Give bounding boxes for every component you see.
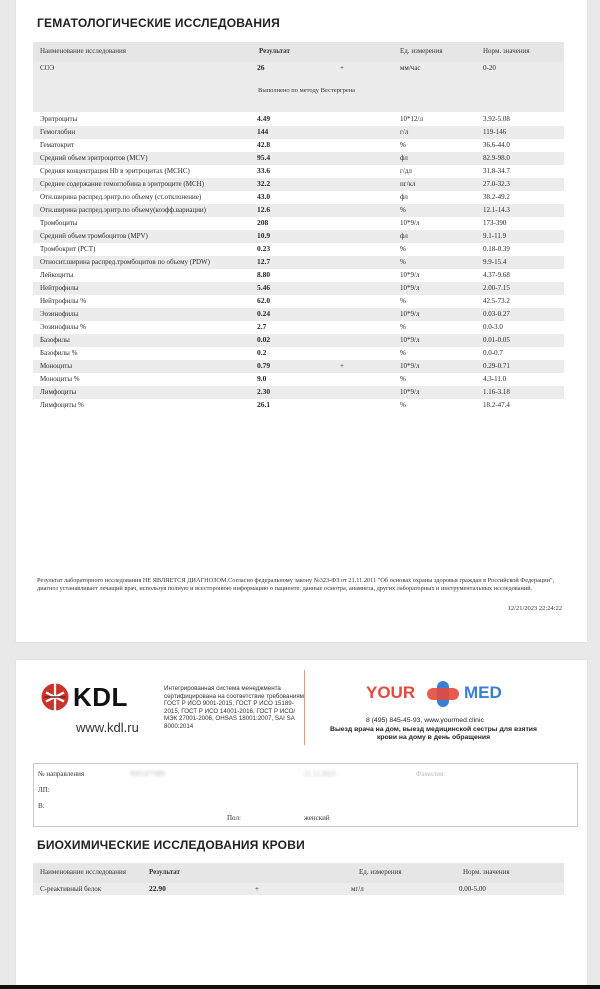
b-label: В: [38, 802, 45, 810]
row-result: 12.7 [257, 257, 271, 266]
row-result: 62.0 [257, 296, 271, 305]
row-name: Лимфоциты % [40, 401, 84, 409]
yourmed-your: YOUR [366, 683, 416, 702]
row-norm: 119-146 [483, 128, 507, 136]
kdl-url: www.kdl.ru [76, 720, 139, 735]
table-row [33, 399, 564, 412]
table-row [33, 360, 564, 373]
row-result: 144 [257, 127, 269, 136]
row-result: 0.2 [257, 348, 267, 357]
row-norm: 1.16-3.18 [483, 388, 510, 396]
row-name: Тромбоциты [40, 219, 78, 227]
row-result: 2.7 [257, 322, 267, 331]
table-row [33, 308, 564, 321]
biochem-table-header [33, 863, 564, 883]
table-row [33, 334, 564, 347]
row-unit: 10*9/л [400, 284, 420, 292]
timestamp: 12/21/2023 22:24:22 [507, 605, 562, 612]
row-unit: 10*9/л [400, 271, 420, 279]
header-divider [304, 670, 305, 745]
row-name: Эозинофилы % [40, 323, 86, 331]
row-result: 5.46 [257, 283, 271, 292]
row-norm: 9.1-11.9 [483, 232, 507, 240]
crp-unit: мг/л [351, 885, 364, 893]
row-result: 0.02 [257, 335, 271, 344]
row-name: Эритроциты [40, 115, 78, 123]
table-row [33, 269, 564, 282]
lp-label: ЛП: [38, 786, 50, 794]
row-name: Отн.ширина распред.эритр.по объему (ст.отклонение) [40, 193, 202, 201]
row-name: Базофилы [40, 336, 70, 344]
row-unit: % [400, 141, 406, 149]
surname-label: Фамилия: [416, 770, 446, 778]
disclaimer: Результат лабораторного исследования НЕ ЯВЛЯЕТСЯ ДИАГНОЗОМ.Согласно федеральному закону №323-ФЗ от 21.11.2011 "Об основах охраны здоровья граждан в Российской Федерации", диагноз устанавливает лечащий врач, используя полную и всесторонюю информацию о пациенте: данные осмотра, анамнеза, других лабораторных и инструментальных исследований. [37, 577, 555, 592]
row-unit: 10*9/л [400, 388, 420, 396]
kdl-logo-icon [40, 682, 70, 712]
row-name: Лейкоциты [40, 271, 74, 279]
patient-info-box [33, 763, 578, 827]
header-norm: Норм. значения [483, 47, 530, 55]
row-name: Гемоглобин [40, 128, 76, 136]
row-name: Базофилы % [40, 349, 78, 357]
row-name: Гематокрит [40, 141, 75, 149]
referral-label: № направления [38, 770, 85, 778]
row-norm: 0.0-3.0 [483, 323, 503, 331]
row-norm: 4.37-9.68 [483, 271, 510, 279]
row-unit: фл [400, 232, 408, 240]
row-result: 32.2 [257, 179, 271, 188]
row-name: Относит.ширина распред.тромбоцитов по объему (PDW) [40, 258, 210, 266]
table-row [33, 282, 564, 295]
row-unit: % [400, 401, 406, 409]
soe-norm: 0-20 [483, 64, 496, 72]
table-row [33, 191, 564, 204]
row-norm: 0.03-0.27 [483, 310, 510, 318]
biochem-header-result: Результат [149, 868, 180, 876]
crp-name: С-реактивный белок [40, 885, 102, 893]
yourmed-cross-icon [424, 680, 462, 708]
row-result: 33.6 [257, 166, 271, 175]
row-name: Эозинофилы [40, 310, 79, 318]
row-result: 9.0 [257, 374, 267, 383]
row-unit: 10*9/л [400, 336, 420, 344]
row-unit: % [400, 245, 406, 253]
sex-label: Пол: [227, 814, 241, 822]
row-result: 10.9 [257, 231, 271, 240]
header-unit: Ед. измерения [400, 47, 443, 55]
row-name: Средний объем эритроцитов (MCV) [40, 154, 148, 162]
table-row [33, 321, 564, 334]
row-norm: 0.0-0.7 [483, 349, 503, 357]
date-value: 21.12.2023 [304, 770, 336, 778]
crp-norm: 0.00-5.00 [459, 885, 486, 893]
biochem-title: БИОХИМИЧЕСКИЕ ИССЛЕДОВАНИЯ КРОВИ [37, 838, 305, 852]
soe-row [33, 62, 564, 75]
soe-name: СОЭ [40, 64, 55, 72]
row-name: Нейтрофилы [40, 284, 79, 292]
row-unit: 10*9/л [400, 310, 420, 318]
biochem-page [16, 660, 587, 989]
table-row [33, 126, 564, 139]
row-name: Нейтрофилы % [40, 297, 87, 305]
yourmed-med: MED [464, 683, 502, 702]
table-row [33, 113, 564, 126]
table-row [33, 217, 564, 230]
row-norm: 12.1-14.3 [483, 206, 510, 214]
table-row [33, 373, 564, 386]
biochem-header-name: Наименование исследования [40, 868, 126, 876]
row-result: 95.4 [257, 153, 271, 162]
row-name: Среднее содержание гемоглобина в эритроците (MCH) [40, 180, 205, 188]
header-result: Результат [259, 47, 290, 55]
row-unit: пг/кл [400, 180, 416, 188]
row-norm: 18.2-47.4 [483, 401, 510, 409]
row-result: 8.80 [257, 270, 271, 279]
row-unit: % [400, 349, 406, 357]
row-norm: 0.18-0.39 [483, 245, 510, 253]
hematology-page [16, 0, 587, 642]
table-row [33, 139, 564, 152]
row-norm: 0.01-0.05 [483, 336, 510, 344]
crp-flag: + [255, 885, 259, 893]
row-name: Средняя концентрация Hb в эритроцитах (MCHC) [40, 167, 190, 175]
row-norm: 82.9-98.0 [483, 154, 510, 162]
bottom-bar [0, 985, 600, 989]
row-unit: % [400, 375, 406, 383]
biochem-header-norm: Норм. значения [463, 868, 510, 876]
soe-result: 26 [257, 63, 265, 72]
soe-method-note: Выполнено по методу Вестергрена [258, 87, 356, 94]
row-result: 26.1 [257, 400, 271, 409]
sex-value: женский [304, 814, 330, 822]
row-result: 12.6 [257, 205, 271, 214]
table-row [33, 178, 564, 191]
row-norm: 42.5-73.2 [483, 297, 510, 305]
table-row [33, 256, 564, 269]
biochem-header-unit: Ед. измерения [359, 868, 402, 876]
row-result: 208 [257, 218, 269, 227]
row-name: Тромбокрит (PCT) [40, 245, 96, 253]
row-unit: % [400, 258, 406, 266]
row-norm: 2.00-7.15 [483, 284, 510, 292]
row-result: 2.30 [257, 387, 271, 396]
soe-unit: мм/час [400, 64, 421, 72]
table-row [33, 295, 564, 308]
row-name: Лимфоциты [40, 388, 77, 396]
row-result: 0.79 [257, 361, 271, 370]
row-norm: 0.29-0.71 [483, 362, 510, 370]
table-row [33, 347, 564, 360]
row-result: 42.8 [257, 140, 271, 149]
row-norm: 31.8-34.7 [483, 167, 510, 175]
row-unit: фл [400, 154, 408, 162]
soe-flag: + [340, 64, 344, 72]
row-norm: 38.2-49.2 [483, 193, 510, 201]
row-unit: 10*9/л [400, 219, 420, 227]
row-unit: фл [400, 193, 408, 201]
hematology-title: ГЕМАТОЛОГИЧЕСКИЕ ИССЛЕДОВАНИЯ [37, 16, 280, 30]
table-row [33, 152, 564, 165]
row-unit: % [400, 206, 406, 214]
referral-value: 9001477089 [130, 770, 165, 778]
header-name: Наименование исследования [40, 47, 126, 55]
row-norm: 36.6-44.0 [483, 141, 510, 149]
hematology-table-header [33, 42, 564, 62]
row-result: 43.0 [257, 192, 271, 201]
biochem-row [33, 883, 564, 896]
table-row [33, 386, 564, 399]
row-norm: 3.92-5.08 [483, 115, 510, 123]
row-name: Моноциты % [40, 375, 80, 383]
row-norm: 27.0-32.3 [483, 180, 510, 188]
row-unit: 10*9/л [400, 362, 420, 370]
crp-result: 22.90 [149, 884, 166, 893]
row-name: Моноциты [40, 362, 73, 370]
row-result: 4.49 [257, 114, 271, 123]
table-row [33, 230, 564, 243]
row-unit: г/л [400, 128, 409, 136]
row-result: 0.24 [257, 309, 271, 318]
row-flag: + [340, 362, 344, 370]
row-unit: % [400, 323, 406, 331]
row-norm: 9.9-15.4 [483, 258, 507, 266]
row-unit: г/дл [400, 167, 412, 175]
row-result: 0.23 [257, 244, 271, 253]
table-row [33, 204, 564, 217]
kdl-logo-text: KDL [73, 682, 128, 712]
certification-text: Интегрированная система менеджмента сертифицирована на соответствие требованиям ГОСТ Р ИСО 9001-2015, ГОСТ Р ИСО 15189-2015, ГОСТ Р ИСО 14001-2016, ГОСТ Р ИСО/МЭК 27001-2006, OHSAS 18001:2007, SAI SA 8000:2014 [164, 685, 304, 730]
row-name: Средний объем тромбоцитов (MPV) [40, 232, 148, 240]
row-unit: 10*12/л [400, 115, 423, 123]
table-row [33, 165, 564, 178]
table-row [33, 243, 564, 256]
row-unit: % [400, 297, 406, 305]
yourmed-description: Выезд врача на дом, выезд медицинской сестры для взятия крови на дому в день обращения [330, 726, 537, 741]
row-name: Отн.ширина распред.эритр.по объему(коэфф.вариации) [40, 206, 207, 214]
row-norm: 173-390 [483, 219, 507, 227]
row-norm: 4.3-11.0 [483, 375, 507, 383]
yourmed-phone: 8 (495) 845-45-93, www.yourmed.clinic [366, 717, 484, 724]
